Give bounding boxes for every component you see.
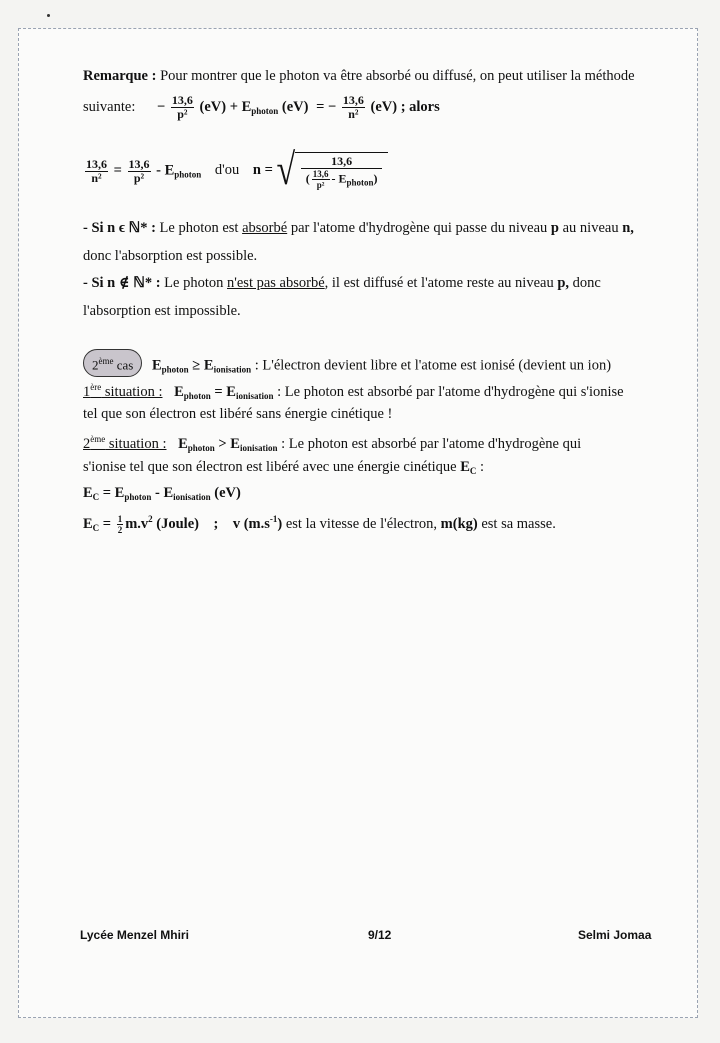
absorbed-line-2: donc l'absorption est possible.: [83, 248, 258, 264]
diffused-line-1: - Si n ∉ ℕ* : Le photon n'est pas absorbé, il est diffusé et l'atome reste au niveau p, donc: [83, 275, 601, 291]
photon-subscript-2: photon: [174, 169, 202, 180]
footer-author: Selmi Jomaa: [578, 928, 652, 942]
absorbed-condition: n ϵ ℕ* :: [107, 220, 156, 236]
situation2-label: 2ème situation :: [83, 434, 167, 452]
fraction-n2: $\frac{13,6}{\text{n²}}$: [86, 156, 107, 185]
diffused-line-2: l'absorption est impossible.: [83, 303, 241, 319]
fraction-13-6-over-p2: $\frac{13,6}{\text{p²}}$: [171, 93, 193, 121]
ec-formula-line: $E_C = E_{photon} - E_{ionisation}$ (eV): [83, 485, 241, 502]
fraction-p2: $\frac{13,6}{\text{p²}}$: [128, 156, 150, 185]
not-absorbed-word: n'est pas absorbé: [227, 275, 325, 291]
situation1-line-2: tel que son électron est libéré sans énergie cinétique !: [83, 406, 393, 422]
ev-unit: (eV): [199, 98, 227, 115]
ev-unit-2: (eV): [281, 98, 309, 115]
situation1-line-1: 1ère situation : $E_{photon} = E_{ionisation}$ : Le photon est absorbé par l'atome d'hydrogène qui s'ionise: [83, 382, 624, 401]
remark-text: Pour montrer que le photon va être absorbé ou diffusé, on peut utiliser la méthode: [156, 68, 635, 84]
situation2-line-1: 2ème situation : $E_{photon} > E_{ionisation}$ : Le photon est absorbé par l'atome d'hydrogène qui: [83, 434, 582, 453]
minus-e: - E: [156, 162, 175, 179]
remark-label: Remarque :: [83, 68, 157, 84]
root-fraction: 13,6 ( $\frac{13,6}{\text{p²}}$ - $E_{photon}$): [301, 155, 382, 190]
case2-line: 2ème cas $E_{photon} \ge E_{ionisation}$ : L'électron devient libre et l'atome est ionisé (devient un ion): [83, 349, 611, 379]
diffused-condition: n ∉ ℕ* :: [107, 275, 161, 291]
suivante-label: suivante:: [83, 98, 136, 115]
half-fraction: $\frac{1}{2}$: [117, 514, 123, 535]
fraction-13-6-over-n2: $\frac{13,6}{\text{n²}}$: [342, 93, 364, 121]
equation-line-1: [83, 94, 440, 121]
situation2-line-2: s'ionise tel que son électron est libéré avec une énergie cinétique $E_C$ :: [83, 459, 485, 476]
equals-sign: =: [113, 162, 122, 179]
footer-school: Lycée Menzel Mhiri: [80, 928, 189, 942]
case2-badge: 2ème cas: [83, 349, 142, 377]
plus-e: + E: [229, 98, 252, 115]
absorbed-word: absorbé: [242, 220, 288, 236]
equals-minus: = −: [316, 98, 337, 115]
scan-speck: [47, 14, 50, 17]
square-root: [276, 146, 388, 195]
root-icon: √: [276, 146, 296, 195]
equation-line-2: [83, 146, 388, 195]
situation1-label: 1ère situation :: [83, 382, 163, 400]
remark-line: [83, 66, 635, 86]
n-equals: n =: [252, 162, 273, 179]
ec-kinetic-line: $E_C$ = $\frac{1}{2}$ $m.v^2$ (Joule) ; v $(m.s^{-1})$ est la vitesse de l'électron, m(kg) est sa masse.: [83, 514, 556, 535]
footer-page-number: 9/12: [368, 928, 392, 942]
absorbed-line-1: - Si n ϵ ℕ* : Le photon est absorbé par l'atome d'hydrogène qui passe du niveau p au niveau n,: [83, 220, 634, 236]
minus-sign: −: [156, 98, 166, 115]
dou-text: d'ou: [214, 162, 240, 179]
photon-subscript: photon: [251, 105, 279, 116]
equation-end: (eV) ; alors: [370, 98, 440, 115]
